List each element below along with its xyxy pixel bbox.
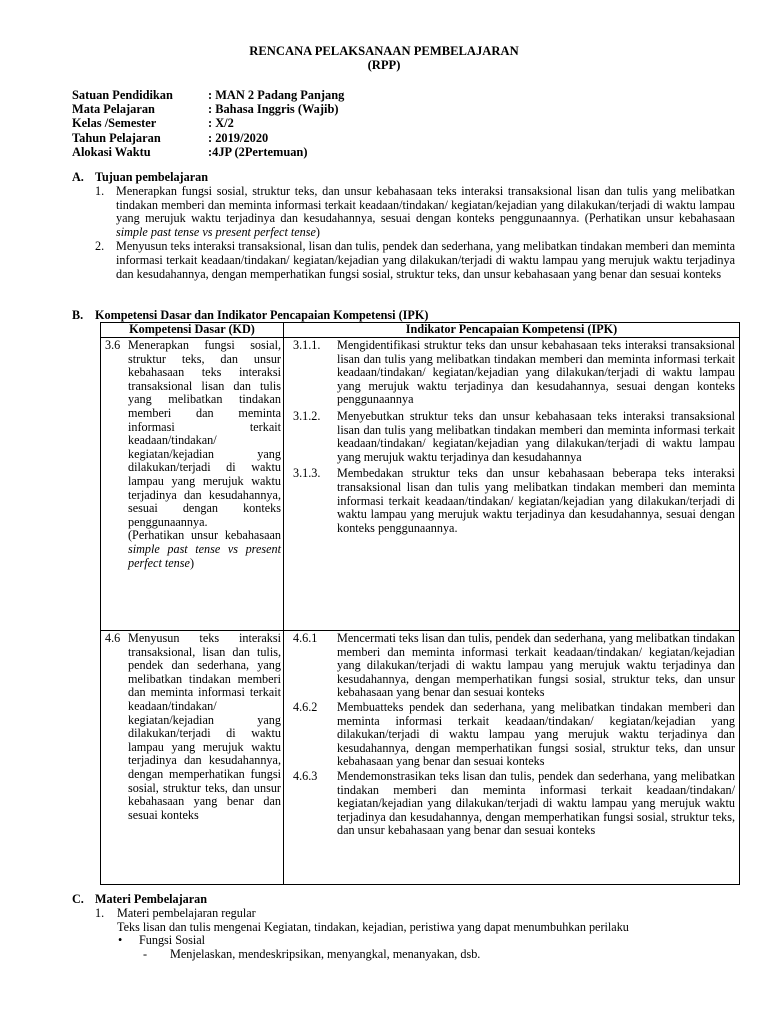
table-row: [101, 338, 740, 631]
ipk-cell: [284, 631, 740, 885]
ipk-cell: [284, 338, 740, 631]
meta-value: :4JP (2Pertemuan): [208, 144, 308, 159]
section-title: Tujuan pembelajaran: [95, 170, 208, 184]
competency-table: [100, 322, 740, 885]
meta-row: [72, 145, 344, 159]
section-c-heading: [72, 893, 207, 907]
ipk-number: 4.6.3: [293, 768, 318, 783]
item-number: 1.: [95, 906, 105, 920]
header-kd: Kompetensi Dasar (KD): [101, 323, 284, 338]
kd-text: [101, 338, 283, 570]
ipk-text: Membedakan struktur teks dan unsur kebahasaan beberapa teks interaksi transaksional lisan dan tulis yang melibatkan tindakan memberi dan meminta informasi terkait keadaan/tindakan/ kegiatan/kejadian yang dilakukan/terjadi di waktu lampau yang merujuk waktu terjadinya dan kesudahannya, sesuai dengan konteks penggunaannya.: [337, 466, 735, 535]
meta-value: : X/2: [208, 116, 234, 131]
kd-cell: [101, 338, 284, 631]
section-b-heading: [72, 309, 428, 323]
meta-value: : Bahasa Inggris (Wajib): [208, 102, 339, 117]
item-emphasis: simple past tense vs present perfect tense: [116, 224, 316, 239]
ipk-text: Mendemonstrasikan teks lisan dan tulis, pendek dan sederhana, yang melibatkan tindakan memberi dan meminta informasi terkait keadaan/tindakan/ kegiatan/kejadian yang dilakukan/terjadi di waktu lampau yang merujuk waktu terjadinya dan kesudahannya, dengan memperhatikan fungsi sosial, struktur teks, dan unsur kebahasaan yang benar dan sesuai konteks: [337, 768, 735, 838]
ipk-text: Menyebutkan struktur teks dan unsur kebahasaan teks interaksi transaksional lisan dan tulis yang melibatkan tindakan memberi dan meminta informasi terkait keadaan/tindakan/ kegiatan/kejadian yang dilakukan/terjadi di waktu lampau yang merujuk waktu terjadinya dan kesudahannya: [337, 408, 735, 464]
ipk-number: 4.6.1: [293, 631, 318, 645]
meta-label: Satuan Pendidikan: [72, 88, 173, 102]
kd-description: Menerapkan fungsi sosial, struktur teks, dan unsur kebahasaan teks interaksi transaksional lisan dan tulis yang melibatkan tindakan memberi dan meminta informasi terkait keadaan/tindakan/ kegiatan/kejadian yang dilakukan/terjadi di waktu lampau yang merujuk waktu terjadinya dan kesudahannya, sesuai dengan konteks penggunaannya.: [128, 338, 281, 529]
item-text-end: ): [315, 224, 320, 239]
ipk-number: 3.1.1.: [293, 338, 321, 352]
ipk-text: Mencermati teks lisan dan tulis, pendek dan sederhana, yang melibatkan tindakan memberi dan meminta informasi terkait keadaan/tindakan/ kegiatan/kejadian yang dilakukan/terjadi di waktu lampau yang merujuk waktu terjadinya dan kesudahannya, dengan memperhatikan fungsi sosial, struktur teks, dan unsur kebahasaan yang benar dan sesuai konteks: [337, 631, 735, 700]
section-title: Kompetensi Dasar dan Indikator Pencapaian Kompetensi (IPK): [95, 308, 429, 322]
identity-block: [72, 88, 344, 159]
section-letter: C.: [72, 892, 84, 906]
meta-label: Kelas /Semester: [72, 116, 157, 131]
item-number: 2.: [95, 239, 105, 254]
section-letter: A.: [72, 170, 84, 184]
ipk-item: [284, 339, 739, 407]
ipk-item: [284, 410, 739, 464]
section-letter: B.: [72, 308, 84, 322]
meta-row: [72, 102, 344, 116]
kd-note: (Perhatikan unsur kebahasaan: [128, 528, 281, 543]
meta-row: [72, 116, 344, 130]
item-text: Menyusun teks interaksi transaksional, lisan dan tulis, pendek dan sederhana, yang melibatkan tindakan memberi dan meminta informasi terkait keadaan/tindakan/ kegiatan/kejadian yang dilakukan/terjadi di waktu lampau yang merujuk waktu terjadinya dan kesudahannya, dengan memperhatikan fungsi sosial, struktur teks, dan unsur kebahasaan yang benar dan sesuai konteks: [116, 239, 735, 281]
kd-description: Menyusun teks interaksi transaksional, lisan dan tulis, pendek dan sederhana, yang melibatkan tindakan memberi dan meminta informasi terkait keadaan/tindakan/ kegiatan/kejadian yang dilakukan/terjadi di waktu lampau yang merujuk waktu terjadinya dan kesudahannya, dengan memperhatikan fungsi sosial, struktur teks, dan unsur kebahasaan yang benar dan sesuai konteks: [128, 631, 281, 822]
item-number: 1.: [95, 184, 105, 198]
document-title: RENCANA PELAKSANAAN PEMBELAJARAN: [249, 44, 519, 58]
ipk-item: [284, 467, 739, 535]
meta-label: Tahun Pelajaran: [72, 130, 161, 145]
section-title: Materi Pembelajaran: [95, 892, 208, 906]
table-row: [101, 631, 740, 885]
kd-number: 3.6: [105, 338, 121, 352]
dash-icon: -: [143, 946, 148, 961]
section-a-heading: [72, 171, 208, 185]
bullet-text: Fungsi Sosial: [139, 933, 206, 948]
bullet-item: [95, 934, 735, 948]
kd-note-emphasis: simple past tense vs present perfect tense: [128, 541, 281, 570]
header-ipk: Indikator Pencapaian Kompetensi (IPK): [284, 323, 740, 338]
tujuan-item: [95, 185, 735, 239]
ipk-number: 3.1.3.: [293, 466, 321, 481]
materi-list: [95, 907, 735, 961]
ipk-item: [284, 632, 739, 700]
document-subtitle: (RPP): [367, 58, 401, 72]
materi-item: [95, 907, 735, 921]
sub-bullet-text: Menjelaskan, mendeskripsikan, menyangkal, menanyakan, dsb.: [170, 946, 481, 961]
meta-row: [72, 88, 344, 102]
table-header-row: [101, 323, 740, 338]
meta-row: [72, 131, 344, 145]
tujuan-item: [95, 240, 735, 281]
sub-bullet-item: [95, 948, 735, 962]
ipk-text: Mengidentifikasi struktur teks dan unsur kebahasaan teks interaksi transaksional lisan dan tulis yang melibatkan tindakan memberi dan meminta informasi terkait keadaan/tindakan/ kegiatan/kejadian yang dilakukan/terjadi di waktu lampau yang merujuk waktu terjadinya dan kesudahannya, sesuai dengan konteks penggunaannya: [337, 338, 735, 407]
materi-description: Teks lisan dan tulis mengenai Kegiatan, tindakan, kejadian, peristiwa yang dapat menumbuhkan perilaku: [117, 919, 629, 934]
meta-label: Alokasi Waktu: [72, 144, 151, 159]
ipk-number: 4.6.2: [293, 699, 318, 714]
meta-value: : 2019/2020: [208, 130, 269, 145]
kd-number: 4.6: [105, 631, 121, 645]
bullet-icon: •: [118, 933, 123, 948]
kd-note-end: ): [189, 555, 194, 570]
meta-value: : MAN 2 Padang Panjang: [208, 88, 345, 102]
ipk-item: [284, 770, 739, 838]
item-text: Menerapkan fungsi sosial, struktur teks, dan unsur kebahasaan teks interaksi transaksional lisan dan tulis yang melibatkan tindakan memberi dan meminta informasi terkait keadaan/tindakan/ kegiatan/kejadian yang dilakukan/terjadi di waktu lampau yang merujuk waktu terjadinya dan kesudahannya, sesuai dengan konteks penggunaannya. (Perhatikan unsur kebahasaan: [116, 184, 735, 226]
tujuan-list: [95, 185, 735, 282]
meta-label: Mata Pelajaran: [72, 102, 155, 117]
materi-title: Materi pembelajaran regular: [117, 906, 256, 920]
kd-cell: [101, 631, 284, 885]
ipk-item: [284, 701, 739, 769]
ipk-text: Membuatteks pendek dan sederhana, yang melibatkan tindakan memberi dan meminta informasi terkait keadaan/tindakan/ kegiatan/kejadian yang dilakukan/terjadi di waktu lampau yang merujuk waktu terjadinya dan kesudahannya, dengan memperhatikan fungsi sosial, struktur teks, dan unsur kebahasaan yang benar dan sesuai konteks: [337, 699, 735, 769]
kd-text: [101, 631, 283, 822]
ipk-number: 3.1.2.: [293, 408, 321, 423]
